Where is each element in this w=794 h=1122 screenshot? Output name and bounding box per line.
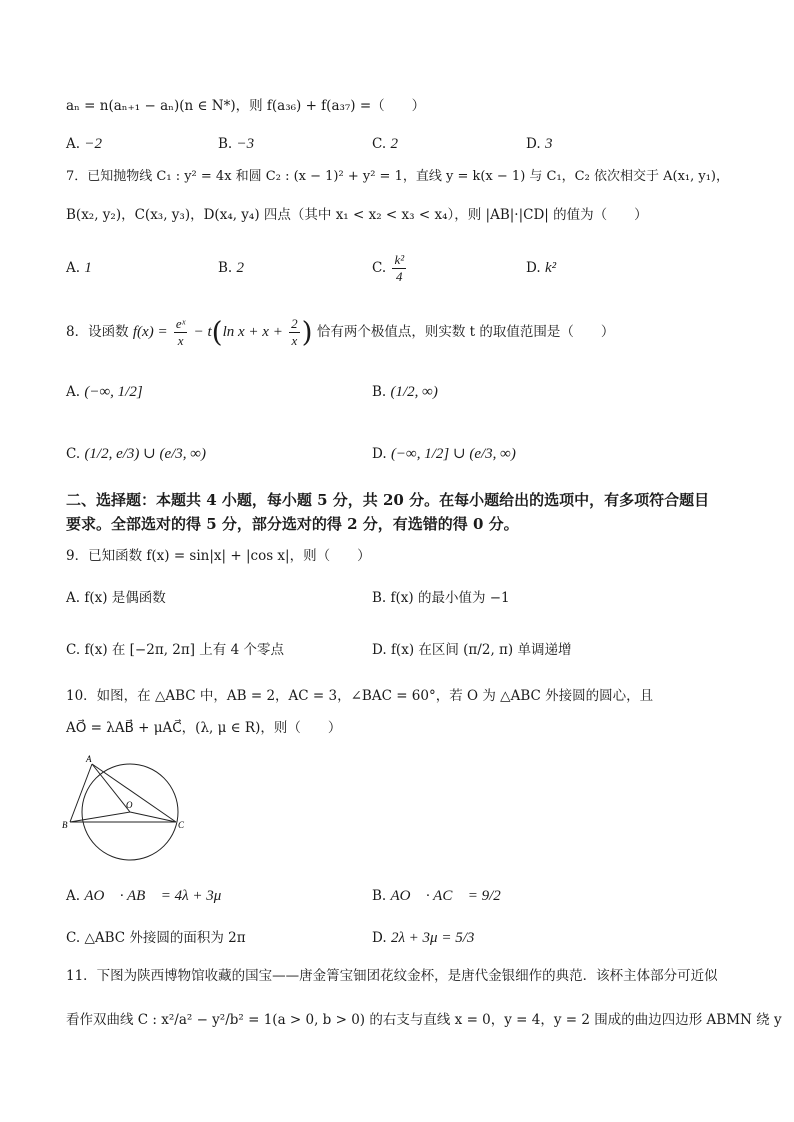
label-b: B: [62, 820, 68, 830]
q9-option-a[interactable]: A. f(x) 是偶函数: [66, 590, 166, 606]
q10-stem-line2: AO⃗ = λAB⃗ + μAC⃗，(λ, μ ∈ R)，则（ ）: [66, 720, 342, 736]
segment-bo: [70, 812, 130, 822]
q9-stem: 9．已知函数 f(x) = sin|x| + |cos x|，则（ ）: [66, 548, 371, 564]
q8-option-c[interactable]: C. (1/2, e/3) ∪ (e/3, ∞): [66, 446, 206, 462]
q8-option-a[interactable]: A. (−∞, 1/2]: [66, 384, 143, 400]
label-o: O: [126, 800, 133, 810]
q8-option-b[interactable]: B. (1/2, ∞): [372, 384, 438, 400]
q7-option-d[interactable]: D. k²: [526, 260, 557, 276]
q6-option-b[interactable]: B. −3: [218, 136, 255, 152]
q7-option-c[interactable]: C. $\frac{\text{k²}}{4}$: [372, 252, 405, 284]
q10-option-a[interactable]: A. AO⃗ · AB⃗ = 4λ + 3μ: [66, 888, 222, 904]
q8-stem: 8．设函数 f(x) = $\frac{\text{eˣ}}{x}$ − t(ln x + x + $\frac{2}{x}$ ) 恰有两个极值点，则实数 t 的取值范围是（ ）: [66, 315, 615, 349]
section-2-heading-line1: 二、选择题：本题共 4 小题，每小题 5 分，共 20 分。在每小题给出的选项中，有多项符合题目: [66, 491, 710, 509]
q7-option-c-fraction: $\frac{\text{k²}}{4}$: [394, 252, 405, 284]
label-a: A: [86, 754, 92, 764]
q6-stem: aₙ = n(aₙ₊₁ − aₙ)(n ∈ N*)，则 f(a₃₆) + f(a₃₇) =（ ）: [66, 98, 426, 114]
q10-option-b[interactable]: B. AO⃗ · AC⃗ = 9/2: [372, 888, 501, 904]
q7-option-a[interactable]: A. 1: [66, 260, 92, 276]
q11-stem-line2: 看作双曲线 C : x²/a² − y²/b² = 1(a > 0, b > 0) 的右支与直线 x = 0，y = 4，y = 2 围成的曲边四边形 ABMN 绕 y: [66, 1012, 782, 1028]
q9-option-b[interactable]: B. f(x) 的最小值为 −1: [372, 590, 510, 606]
q9-option-c[interactable]: C. f(x) 在 [−2π, 2π] 上有 4 个零点: [66, 642, 284, 658]
q7-stem-line1: 7．已知抛物线 C₁ : y² = 4x 和圆 C₂ : (x − 1)² + y² = 1，直线 y = k(x − 1) 与 C₁，C₂ 依次相交于 A(x₁, y₁)，: [66, 169, 730, 184]
q10-stem-line1: 10．如图，在 △ABC 中，AB = 2，AC = 3，∠BAC = 60°，若 O 为 △ABC 外接圆的圆心，且: [66, 688, 654, 704]
q8-option-d[interactable]: D. (−∞, 1/2] ∪ (e/3, ∞): [372, 446, 516, 462]
q10-option-c[interactable]: C. △ABC 外接圆的面积为 2π: [66, 930, 246, 946]
q6-option-a[interactable]: A. −2: [66, 136, 102, 152]
q10-option-d[interactable]: D. 2λ + 3μ = 5/3: [372, 930, 475, 946]
q6-option-d[interactable]: D. 3: [526, 136, 553, 152]
q7-stem-line2: B(x₂, y₂)，C(x₃, y₃)，D(x₄, y₄) 四点（其中 x₁ < x₂ < x₃ < x₄），则 |AB|·|CD| 的值为（ ）: [66, 207, 648, 223]
q11-stem-line1: 11．下图为陕西博物馆收藏的国宝——唐金箐宝钿团花纹金杯，是唐代金银细作的典范．该杯主体部分可近似: [66, 968, 718, 984]
q10-circumcircle-figure: [58, 752, 198, 862]
q7-option-b[interactable]: B. 2: [218, 260, 245, 276]
segment-ao: [92, 764, 130, 812]
q6-option-c[interactable]: C. 2: [372, 136, 398, 152]
label-c: C: [178, 820, 185, 830]
q9-option-d[interactable]: D. f(x) 在区间 (π/2, π) 单调递增: [372, 642, 572, 658]
q8-fraction-2-over-x: $\frac{2}{x}$: [291, 316, 298, 348]
q8-fraction-ex-over-x: $\frac{\text{eˣ}}{x}$: [175, 316, 186, 348]
section-2-heading-line2: 要求。全部选对的得 5 分，部分选对的得 2 分，有选错的得 0 分。: [66, 515, 519, 533]
segment-ab: [70, 764, 92, 822]
